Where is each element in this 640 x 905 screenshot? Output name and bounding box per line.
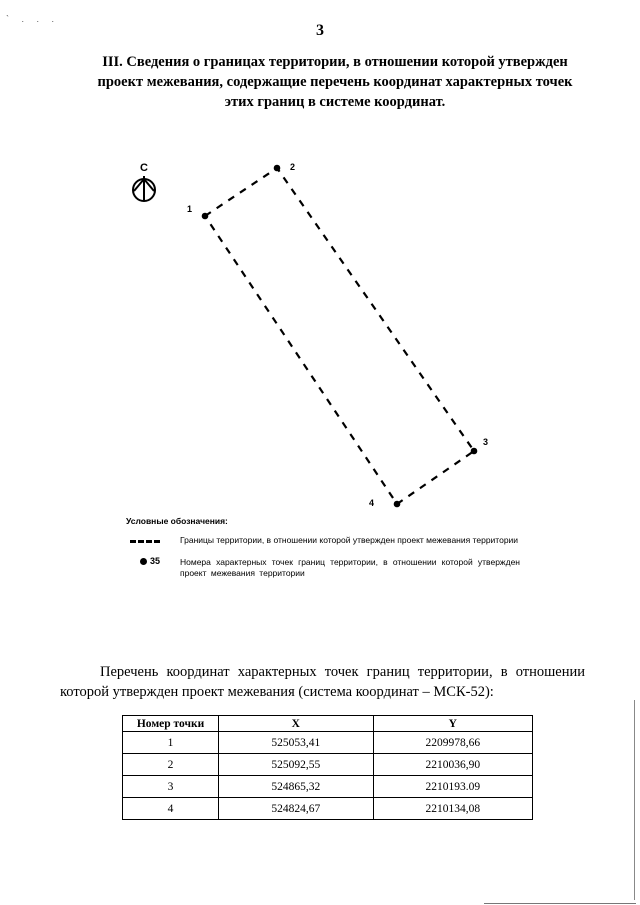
coordinates-intro: Перечень координат характерных точек границ территории, в отношении которой утвержден проект межевания (система координат – МСК-52): [60,664,585,700]
table-cell: 2 [123,754,219,776]
table-cell: 3 [123,776,219,798]
section-title [70,52,600,112]
table-header-row [123,716,533,732]
point-label: 1 [187,204,193,214]
legend-title: Условные обозначения: [126,516,228,526]
table-row [123,732,533,754]
column-header: Номер точки [123,716,219,732]
corner-marks: ` . . . [6,14,59,24]
legend [126,516,546,589]
margin-rule [634,700,635,900]
legend-item-text: Номера характерных точек границ территории, в отношении которой утвержден проект межевания территории [180,557,520,578]
point-label: 3 [483,437,489,447]
table-row [123,798,533,820]
column-header: X [219,716,373,732]
north-arrow-icon [133,162,155,201]
table-cell: 524865,32 [219,776,373,798]
table-cell: 4 [123,798,219,820]
legend-item [126,535,546,547]
boundary-point-marker [471,448,478,455]
section-title-line: этих границ в системе координат. [224,94,446,110]
point-label: 2 [290,162,296,172]
section-title-line: III. Сведения о границах территории, в отношении которой утвержден [102,54,568,70]
boundary-point-marker [394,501,401,508]
table-cell: 2210134,08 [373,798,532,820]
dashed-line-icon [126,535,180,547]
north-label: С [140,162,148,174]
territory-boundary [205,168,474,504]
legend-point-number: 35 [150,556,161,566]
legend-item-text: Границы территории, в отношении которой утвержден проект межевания территории [180,535,519,545]
boundary-scheme [0,150,640,515]
legend-item [126,557,546,579]
page-number: 3 [316,22,324,39]
table-cell: 2210036,90 [373,754,532,776]
table-cell: 1 [123,732,219,754]
table-cell: 524824,67 [219,798,373,820]
bottom-rule [484,903,636,904]
table-cell: 525053,41 [219,732,373,754]
point-icon [126,557,180,569]
boundary-point-marker [202,213,209,220]
table-cell: 525092,55 [219,754,373,776]
table-cell: 2210193.09 [373,776,532,798]
table-row [123,776,533,798]
point-label: 4 [369,498,375,508]
coordinates-table [122,715,533,820]
table-cell: 2209978,66 [373,732,532,754]
table-row [123,754,533,776]
boundary-point-marker [274,165,281,172]
column-header: Y [373,716,532,732]
section-title-line: проект межевания, содержащие перечень координат характерных точек [97,74,573,90]
